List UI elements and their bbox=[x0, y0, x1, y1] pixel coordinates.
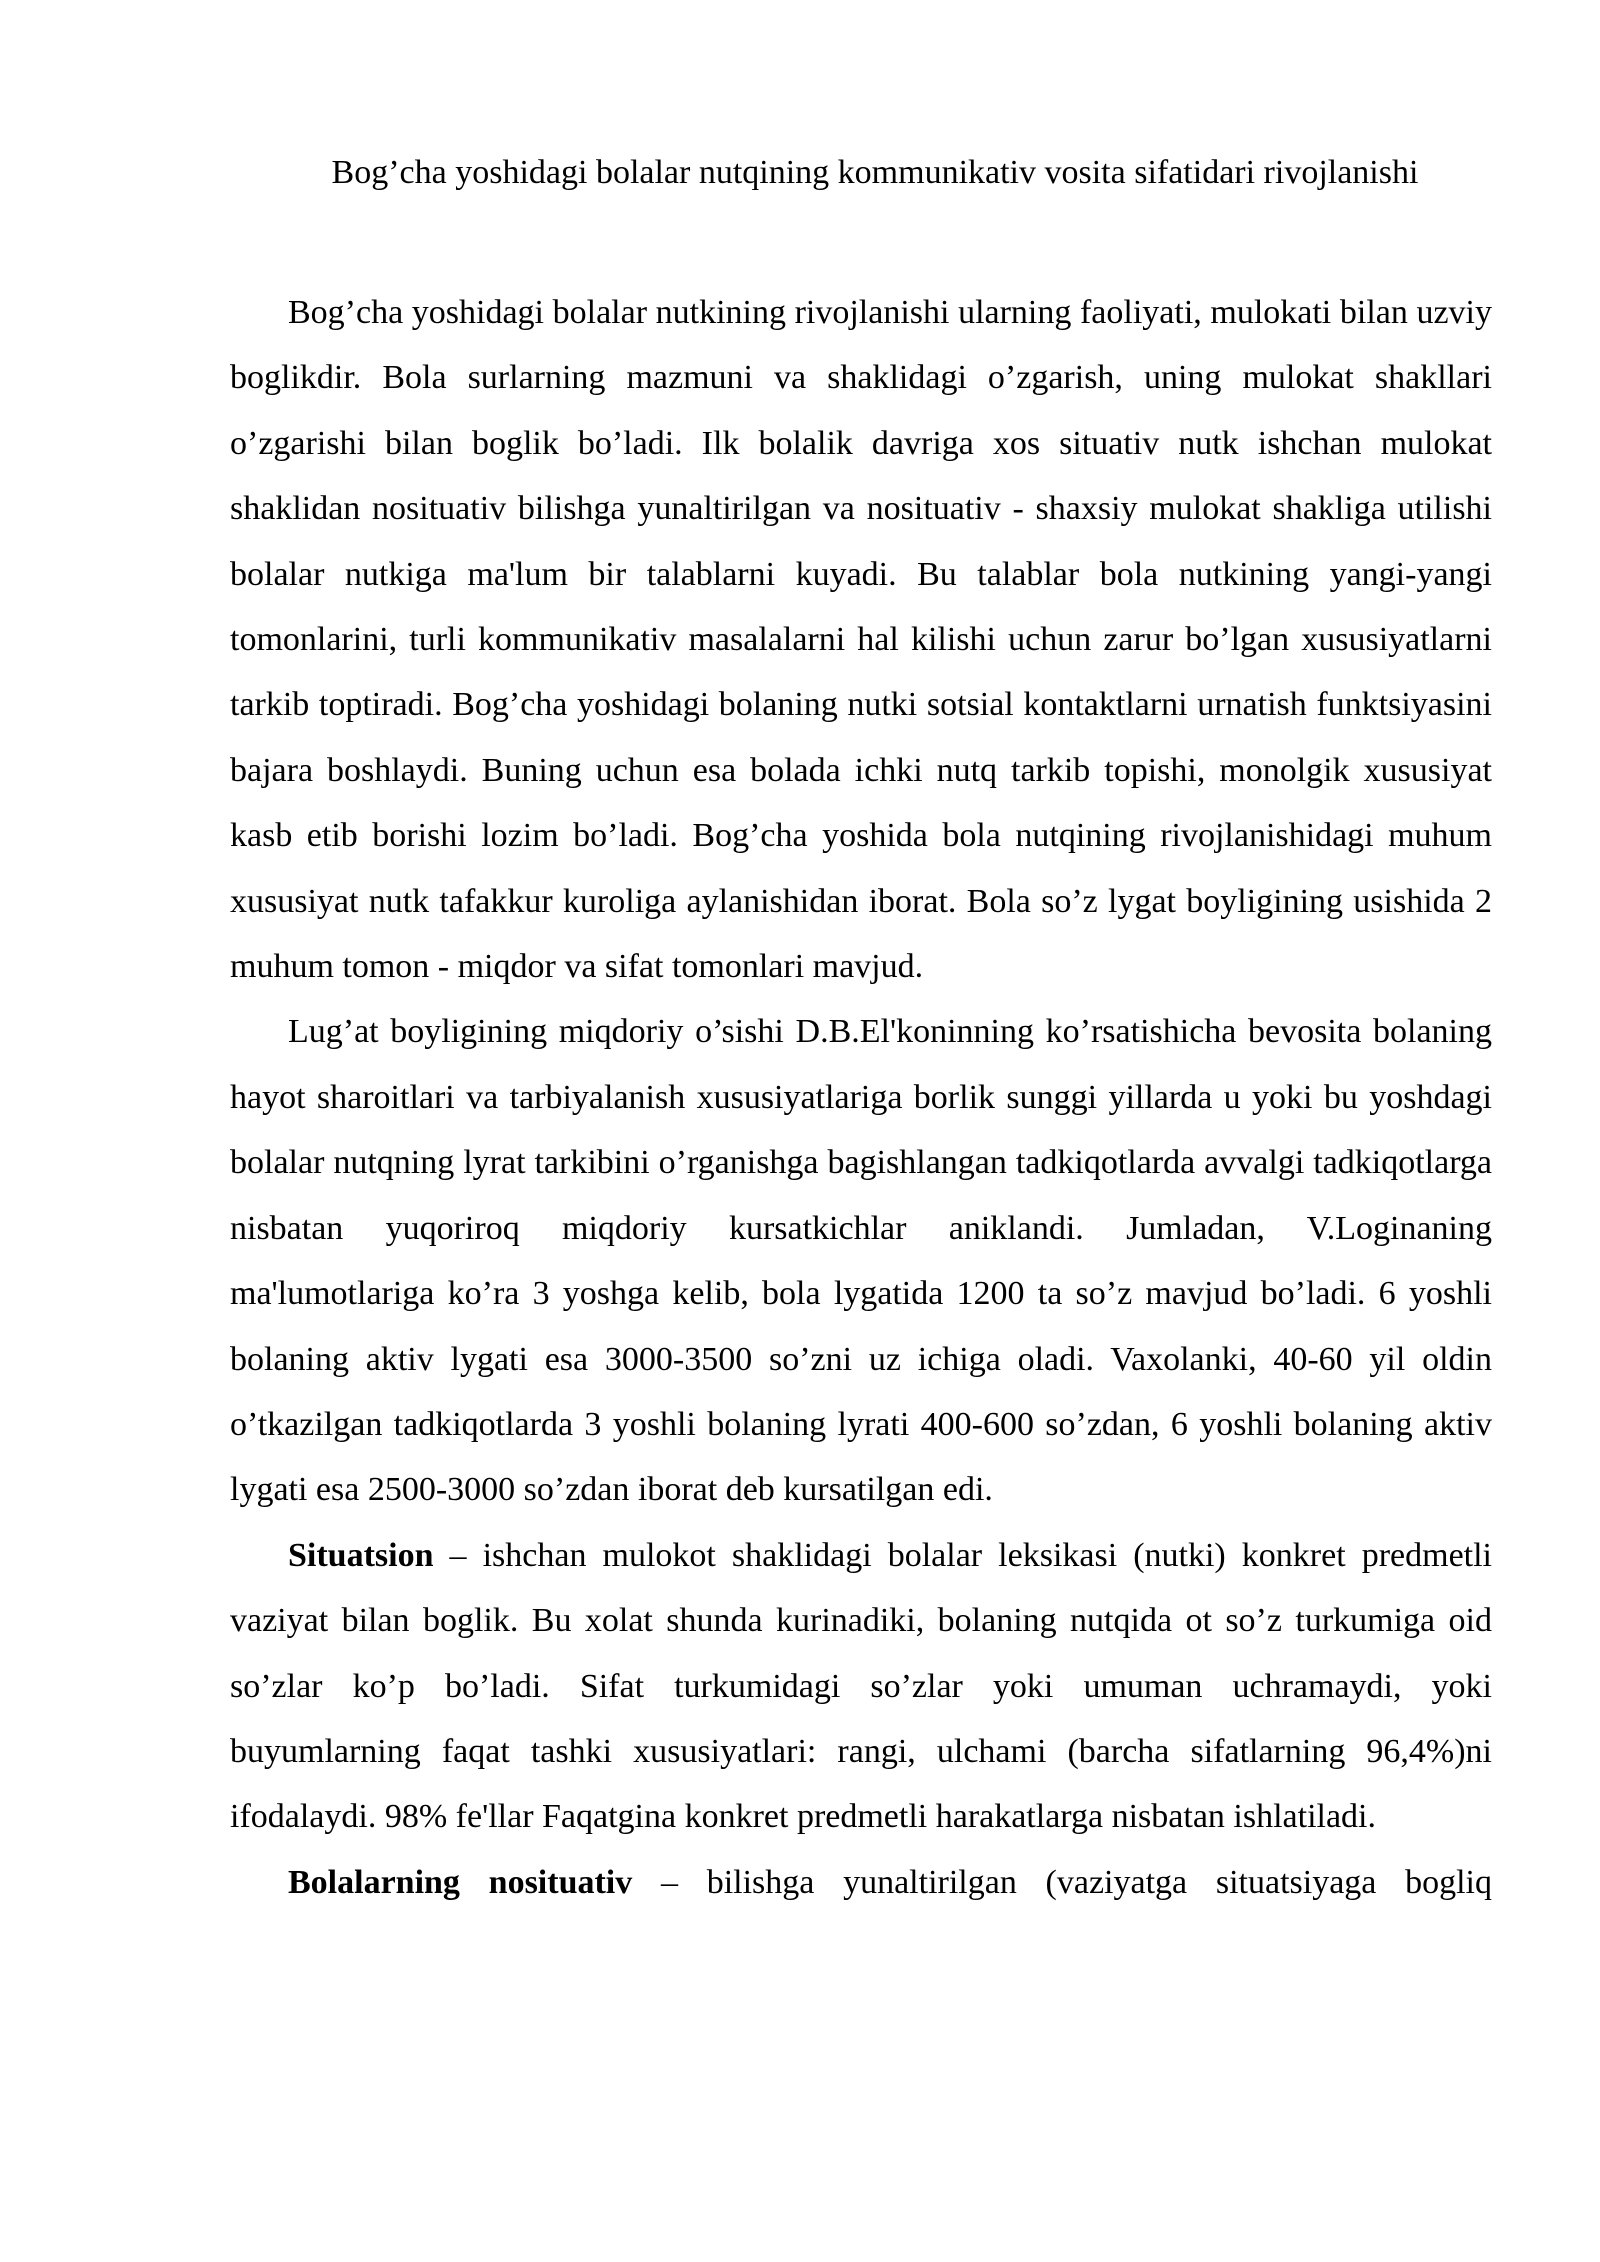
paragraph-2 bbox=[230, 999, 1492, 1522]
paragraph-4-text: – bilishga yunaltirilgan (vaziyatga situatsiyaga bogliq bbox=[632, 1863, 1493, 1901]
document-body bbox=[230, 280, 1492, 1915]
paragraph-4 bbox=[230, 1850, 1492, 1915]
paragraph-1 bbox=[230, 280, 1492, 999]
paragraph-1-text: Bog’cha yoshidagi bolalar nutkining rivojlanishi ularning faoliyati, mulokati bilan uzviy boglikdir. Bola surlarning mazmuni va shaklidagi o’zgarish, uning mulokat shakllari o’zgarishi bilan boglik bo’ladi. Ilk bolalik davriga xos situativ nutk ishchan mulokat shaklidan nosituativ bilishga yunaltirilgan va nosituativ - shaxsiy mulokat shakliga utilishi bolalar nutkiga ma'lum bir talablarni kuyadi. Bu talablar bola nutkining yangi-yangi tomonlarini, turli kommunikativ masalalarni hal kilishi uchun zarur bo’lgan xususiyatlarni tarkib toptiradi. Bog’cha yoshidagi bolaning nutki sotsial kontaktlarni urnatish funktsiyasini bajara boshlaydi. Buning uchun esa bolada ichki nutq tarkib topishi, monolgik xususiyat kasb etib borishi lozim bo’ladi. Bog’cha yoshida bola nutqining rivojlanishidagi muhum xususiyat nutk tafakkur kuroliga aylanishidan iborat. Bola so’z lygat boyligining usishida 2 muhum tomon - miqdor va sifat tomonlari mavjud. bbox=[230, 294, 1492, 986]
paragraph-4-bold-term: Bolalarning nosituativ bbox=[288, 1863, 633, 1901]
paragraph-3-bold-term: Situatsion bbox=[288, 1536, 434, 1574]
paragraph-3 bbox=[230, 1523, 1492, 1850]
document-title: Bog’cha yoshidagi bolalar nutqining kommunikativ vosita sifatidari rivojlanishi bbox=[331, 154, 1419, 191]
paragraph-2-text: Lug’at boyligining miqdoriy o’sishi D.B.El'koninning ko’rsatishicha bevosita bolaning hayot sharoitlari va tarbiyalanish xususiyatlariga borlik sunggi yillarda u yoki bu yoshdagi bolalar nutqning lyrat tarkibini o’rganishga bagishlangan tadkiqotlarda avvalgi tadkiqotlarga nisbatan yuqoriroq miqdoriy kursatkichlar aniklandi. Jumladan, V.Loginaning ma'lumotlariga ko’ra 3 yoshga kelib, bola lygatida 1200 ta so’z mavjud bo’ladi. 6 yoshli bolaning aktiv lygati esa 3000-3500 so’zni uz ichiga oladi. Vaxolanki, 40-60 yil oldin o’tkazilgan tadkiqotlarda 3 yoshli bolaning lyrati 400-600 so’zdan, 6 yoshli bolaning aktiv lygati esa 2500-3000 so’zdan iborat deb kursatilgan edi. bbox=[230, 1013, 1492, 1509]
paragraph-3-text: – ishchan mulokot shaklidagi bolalar leksikasi (nutki) konkret predmetli vaziyat bilan boglik. Bu xolat shunda kurinadiki, bolaning nutqida ot so’z turkumiga oid so’zlar ko’p bo’ladi. Sifat turkumidagi so’zlar yoki umuman uchramaydi, yoki buyumlarning faqat tashki xususiyatlari: rangi, ulchami (barcha sifatlarning 96,4%)ni ifodalaydi. 98% fe'llar Faqatgina konkret predmetli harakatlarga nisbatan ishlatiladi. bbox=[230, 1536, 1492, 1836]
